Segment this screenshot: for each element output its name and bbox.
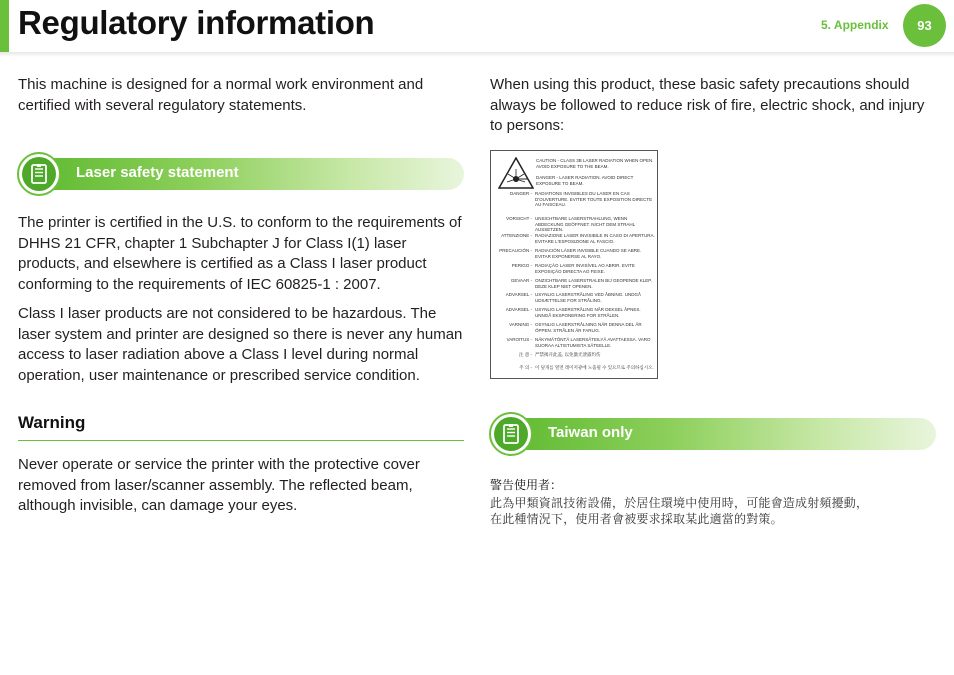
label-translation-key: ATTENZIONE - — [501, 233, 532, 238]
page-title: Regulatory information — [18, 4, 375, 41]
chapter-label: 5. Appendix — [821, 18, 889, 32]
title-divider — [0, 52, 954, 57]
warning-divider — [18, 440, 464, 441]
label-translation-key: VARNING - — [509, 322, 532, 327]
label-translation-key: VAROITUS - — [506, 337, 532, 342]
label-translation-value: USYNLIG LASERSTRÅLING NÅR DEKSEL ÅPNES. UNNGÅ EKSPONERING FOR STRÅLEN. — [535, 307, 641, 318]
label-translation-value: RADIAÇÃO LASER INVISÍVEL AO ABRIR. EVITE EXPOSIÇÃO DIRECTA AO FEIXE. — [535, 263, 635, 274]
label-translation-value: RADIAZIONE LASER INVISIBILE IN CASO DI APERTURA. EVITARE L'ESPOSIZIONE AL FASCIO. — [535, 233, 655, 244]
label-translation-key: VORSICHT - — [506, 216, 532, 221]
taiwan-notice-line-1: 此為甲類資訊技術設備，於居住環境中使用時，可能會造成射頻擾動， — [490, 496, 869, 510]
label-translation-key: 注 意 - — [519, 352, 532, 357]
laser-warning-label: CAUTION - CLASS 3B LASER RADIATION WHEN OPEN. AVOID EXPOSURE TO THE BEAM. DANGER - LASER RADIATION. AVOID DIRECT EXPOSURE TO BEAM. DANGER - RADIATIONS INVISIBLES DU LASER EN CAS D'OUVERTURE. EVITER TOUTE EXPOSITION DIRECTE AU FAISCEAU. VORSICHT - UNSICHTBARE LASERSTRAHLUNG, WENN ABDECKUNG GEÖFFNET. NICHT DEM STRAHL AUSSETZEN. ATTENZIONE - RADIAZIONE LASER INVISIBILE IN CASO DI APERTURA. EVITARE L'ESPOSIZIONE AL FASCIO. PRECAUCIÓN - RADIACIÓN LÁSER INVISIBLE CUANDO SE ABRE. EVITAR EXPONERSE AL RAYO. PERIGO - RADIAÇÃO LASER INVISÍVEL AO ABRIR. EVITE EXPOSIÇÃO DIRECTA AO FEIXE. GEVAAR - ONZICHTBARE LASERSTRALEN BIJ GEOPENDE KLEP. DEZE KLEP NIET OPENEN. ADVARSEL - USYNLIG LASERSTRÅLING VED ÅBNING. UNDGÅ UDSÆTTELSE FOR STRÅLING. ADVARSEL - USYNLIG LASERSTRÅLING NÅR DEKSEL ÅPNES. UNNGÅ EKSPONERING FOR STRÅLEN. VARNING - OSYNLIG LASERSTRÅLNING NÄR DENNA DEL ÄR ÖPPEN. STRÅLEN ÄR FARLIG. VAROITUS - NÄKYMÄTÖNTÄ LASERSÄTEILYÄ AVATTAESSA. VARO SUORAA ALTISTUMISTA SÄTEELLE. 注 意 - 严禁揭开此盖, 以免激光泄露灼伤 주 의 - 이 덮개를 열면 레이저광에 노출될 수 있으므로 주의하십시오. — [490, 150, 658, 379]
label-translation-value: OSYNLIG LASERSTRÅLNING NÄR DENNA DEL ÄR ÖPPEN. STRÅLEN ÄR FARLIG. — [535, 322, 642, 333]
label-translation-key: ADVARSEL - — [505, 292, 532, 297]
label-translation-value: NÄKYMÄTÖNTÄ LASERSÄTEILYÄ AVATTAESSA. VARO SUORAA ALTISTUMISTA SÄTEELLE. — [535, 337, 651, 348]
note-icon-glyph — [30, 164, 48, 184]
intro-paragraph: This machine is designed for a normal work environment and certified with several regulatory statements. — [18, 76, 424, 114]
label-translation-value: RADIATIONS INVISIBLES DU LASER EN CAS D'OUVERTURE. EVITER TOUTE EXPOSITION DIRECTE AU FAISCEAU. — [535, 191, 653, 208]
label-translation-key: 주 의 - — [519, 365, 532, 370]
laser-safety-heading: Laser safety statement — [76, 164, 239, 181]
header-accent-bar — [0, 0, 9, 52]
label-translation-value: UNSICHTBARE LASERSTRAHLUNG, WENN ABDECKUNG GEÖFFNET. NICHT DEM STRAHL AUSSETZEN. — [535, 216, 636, 233]
label-translation-value: RADIACIÓN LÁSER INVISIBLE CUANDO SE ABRE. EVITAR EXPONERSE AL RAYO. — [535, 248, 642, 259]
label-translation-key: ADVARSEL - — [505, 307, 532, 312]
label-translation-value: 严禁揭开此盖, 以免激光泄露灼伤 — [535, 352, 601, 357]
label-translation-key: GEVAAR - — [510, 278, 532, 283]
precautions-paragraph: When using this product, these basic safety precautions should always be followed to reduce risk of fire, electric shock, and injury to persons: — [490, 76, 925, 134]
label-translation-value: USYNLIG LASERSTRÅLING VED ÅBNING. UNDGÅ UDSÆTTELSE FOR STRÅLING. — [535, 292, 642, 303]
page-number-badge — [903, 4, 946, 47]
laser-hazard-icon — [498, 157, 534, 189]
label-translation-key: DANGER - — [509, 191, 532, 196]
page-number: 93 — [917, 18, 932, 33]
laser-certification-paragraph: The printer is certified in the U.S. to conform to the requirements of DHHS 21 CFR, chapter 1 Subchapter J for Class I(1) laser products, and elsewhere is certified as a Class I laser product conforming to the requirements of IEC 60825-1 : 2007. — [18, 214, 462, 293]
taiwan-only-heading: Taiwan only — [548, 424, 633, 441]
laser-class-paragraph: Class I laser products are not considered to be hazardous. The laser system and printer are designed so there is never any human access to laser radiation above a Class I level during normal operation, user maintenance or prescribed service condition. — [18, 305, 463, 384]
taiwan-only-banner — [490, 418, 936, 450]
label-translation-key: PERIGO - — [511, 263, 532, 268]
document-icon — [489, 412, 533, 456]
laser-safety-banner — [18, 158, 464, 190]
label-translation-value: ONZICHTBARE LASERSTRALEN BIJ GEOPENDE KLEP. DEZE KLEP NIET OPENEN. — [535, 278, 652, 289]
warning-heading: Warning — [18, 413, 86, 432]
document-icon — [17, 152, 61, 196]
label-translation-key: PRECAUCIÓN - — [499, 248, 532, 253]
taiwan-notice-line-2: 在此種情況下，使用者會被要求採取某此適當的對策。 — [490, 512, 783, 526]
note-icon-glyph — [502, 424, 520, 444]
label-translation-value: 이 덮개를 열면 레이저광에 노출될 수 있으므로 주의하십시오. — [535, 365, 654, 370]
taiwan-notice-title: 警告使用者： — [490, 478, 563, 492]
warning-paragraph: Never operate or service the printer with the protective cover removed from laser/scanner assembly. The reflected beam, although invisible, can damage your eyes. — [18, 456, 420, 514]
